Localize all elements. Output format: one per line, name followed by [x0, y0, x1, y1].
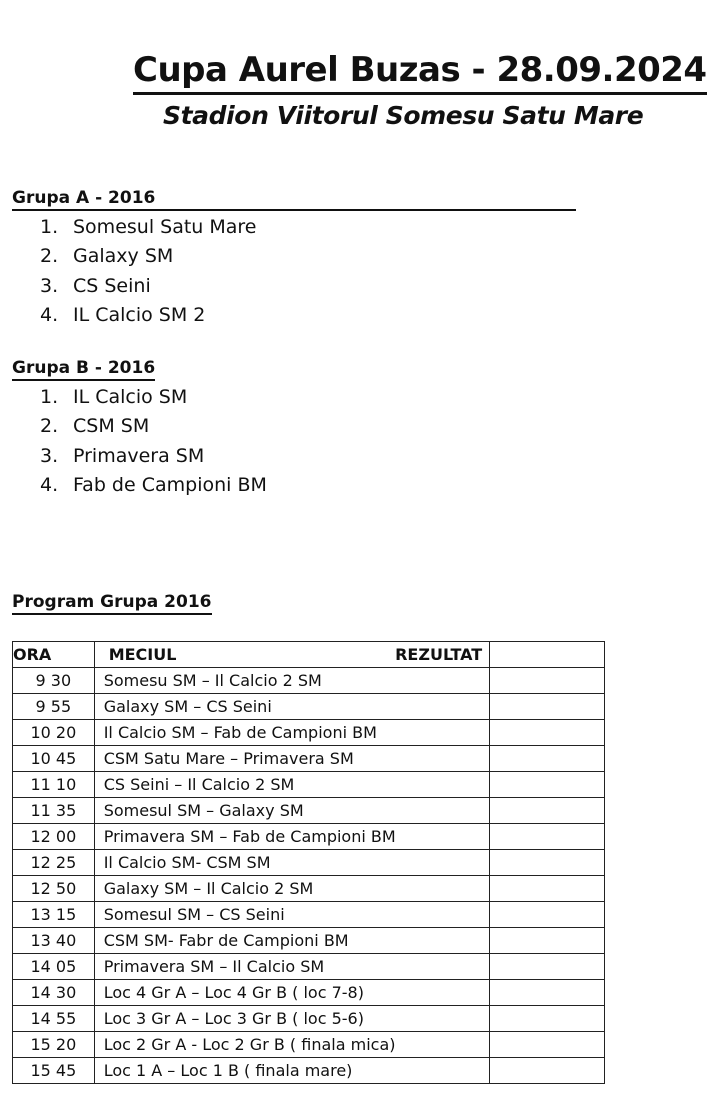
cell-rezultat	[490, 980, 605, 1006]
table-row	[13, 954, 605, 980]
cell-meciul: Loc 4 Gr A – Loc 4 Gr B ( loc 7-8)	[94, 980, 490, 1006]
document-subtitle: Stadion Viitorul Somesu Satu Mare	[163, 101, 644, 130]
team-list-item: 2. CSM SM	[40, 415, 150, 438]
cell-rezultat	[490, 720, 605, 746]
column-header-blank	[490, 642, 605, 668]
column-header-ora: ORA	[13, 642, 95, 668]
table-row	[13, 1032, 605, 1058]
group-b-heading: Grupa B - 2016	[12, 357, 155, 381]
cell-rezultat	[490, 1058, 605, 1084]
team-name: CS Seini	[73, 274, 151, 297]
cell-meciul: Somesu SM – Il Calcio 2 SM	[94, 668, 490, 694]
cell-ora: 9 55	[13, 694, 95, 720]
cell-meciul: Galaxy SM – Il Calcio 2 SM	[94, 876, 490, 902]
team-name: IL Calcio SM	[73, 386, 188, 408]
cell-ora: 10 20	[13, 720, 95, 746]
cell-ora: 15 45	[13, 1058, 95, 1084]
document-title: Cupa Aurel Buzas - 28.09.2024	[133, 48, 707, 95]
cell-meciul: Loc 2 Gr A - Loc 2 Gr B ( finala mica)	[94, 1032, 490, 1058]
schedule-table	[12, 641, 605, 1084]
cell-meciul: CS Seini – Il Calcio 2 SM	[94, 772, 490, 798]
team-name: Somesul Satu Mare	[73, 216, 257, 238]
table-row	[13, 876, 605, 902]
cell-meciul: Primavera SM – Il Calcio SM	[94, 954, 490, 980]
cell-rezultat	[490, 772, 605, 798]
cell-rezultat	[490, 668, 605, 694]
table-row	[13, 1058, 605, 1084]
cell-meciul: Il Calcio SM – Fab de Campioni BM	[94, 720, 490, 746]
team-list-item: 3. Primavera SM	[40, 444, 205, 467]
cell-ora: 12 50	[13, 876, 95, 902]
cell-rezultat	[490, 694, 605, 720]
table-row	[13, 694, 605, 720]
table-row	[13, 902, 605, 928]
cell-ora: 11 10	[13, 772, 95, 798]
team-list-item: 4. Fab de Campioni BM	[40, 473, 267, 496]
group-b-team-list	[40, 383, 267, 500]
table-row	[13, 798, 605, 824]
cell-ora: 15 20	[13, 1032, 95, 1058]
cell-meciul: Loc 1 A – Loc 1 B ( finala mare)	[94, 1058, 490, 1084]
cell-ora: 13 40	[13, 928, 95, 954]
team-name: Galaxy SM	[73, 245, 174, 268]
team-list-item: 3. CS Seini	[40, 274, 151, 297]
table-row	[13, 980, 605, 1006]
cell-meciul: CSM Satu Mare – Primavera SM	[94, 746, 490, 772]
team-name: CSM SM	[73, 415, 150, 438]
table-row	[13, 1006, 605, 1032]
cell-meciul: Somesul SM – Galaxy SM	[94, 798, 490, 824]
cell-ora: 14 05	[13, 954, 95, 980]
table-row	[13, 824, 605, 850]
cell-ora: 14 30	[13, 980, 95, 1006]
column-header-rezultat: REZULTAT	[395, 645, 483, 664]
team-list-item: 1. Somesul Satu Mare	[40, 216, 257, 238]
cell-meciul: Il Calcio SM- CSM SM	[94, 850, 490, 876]
cell-rezultat	[490, 1006, 605, 1032]
table-row	[13, 772, 605, 798]
cell-ora: 9 30	[13, 668, 95, 694]
team-list-item: 2. Galaxy SM	[40, 245, 174, 268]
cell-ora: 11 35	[13, 798, 95, 824]
cell-rezultat	[490, 876, 605, 902]
cell-ora: 14 55	[13, 1006, 95, 1032]
column-header-meciul	[94, 642, 490, 668]
team-list-item: 1. IL Calcio SM	[40, 386, 188, 408]
table-row	[13, 746, 605, 772]
cell-meciul: Primavera SM – Fab de Campioni BM	[94, 824, 490, 850]
table-header-row	[13, 642, 605, 668]
column-header-meciul-label: MECIUL	[108, 645, 177, 664]
cell-ora: 13 15	[13, 902, 95, 928]
cell-rezultat	[490, 954, 605, 980]
cell-rezultat	[490, 824, 605, 850]
cell-meciul: Loc 3 Gr A – Loc 3 Gr B ( loc 5-6)	[94, 1006, 490, 1032]
team-name: IL Calcio SM 2	[73, 303, 206, 326]
team-name: Primavera SM	[73, 444, 205, 467]
group-a-heading: Grupa A - 2016	[12, 187, 576, 211]
table-row	[13, 850, 605, 876]
cell-rezultat	[490, 902, 605, 928]
table-row	[13, 720, 605, 746]
cell-rezultat	[490, 1032, 605, 1058]
cell-ora: 12 00	[13, 824, 95, 850]
team-list-item: 4. IL Calcio SM 2	[40, 303, 206, 326]
cell-ora: 10 45	[13, 746, 95, 772]
cell-ora: 12 25	[13, 850, 95, 876]
cell-meciul: Somesul SM – CS Seini	[94, 902, 490, 928]
table-row	[13, 928, 605, 954]
cell-rezultat	[490, 850, 605, 876]
team-name: Fab de Campioni BM	[73, 473, 267, 496]
program-heading: Program Grupa 2016	[12, 591, 212, 615]
cell-meciul: CSM SM- Fabr de Campioni BM	[94, 928, 490, 954]
cell-rezultat	[490, 746, 605, 772]
cell-rezultat	[490, 798, 605, 824]
group-a-team-list	[40, 213, 257, 330]
table-row	[13, 668, 605, 694]
cell-rezultat	[490, 928, 605, 954]
schedule-body	[13, 668, 605, 1084]
cell-meciul: Galaxy SM – CS Seini	[94, 694, 490, 720]
